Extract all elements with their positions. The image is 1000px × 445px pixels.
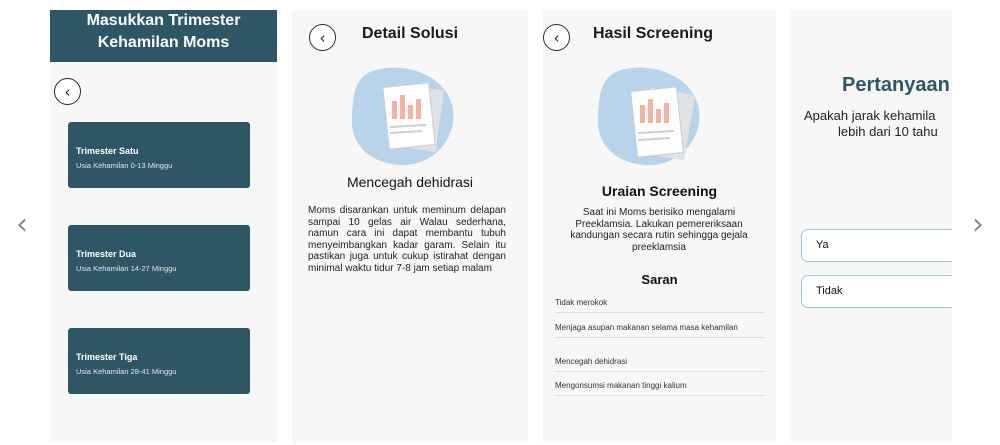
trimester-card-satu[interactable] <box>68 122 250 188</box>
screen-hasil-screening <box>543 10 776 442</box>
carousel-prev-arrow[interactable]: ‹ <box>16 207 28 242</box>
saran-heading: Saran <box>641 272 678 287</box>
solution-body: Moms disarankan untuk meminum delapan sampai 10 gelas air Walau sederhana, namun cara ini dapat membantu tubuh menyeimbangkan kadar garam. Selain itu pastikan juga untuk cukup istirahat dengan minimal waktu tidur 7-8 jam setiap malam <box>308 205 506 274</box>
screening-body: Saat ini Moms berisiko mengalami Preeklamsia. Lakukan pemereriksaan kandungan secara rutin sehingga gejala preeklamsia <box>570 207 748 253</box>
saran-item: Tidak merokok <box>555 298 765 313</box>
trimester-card-tiga[interactable] <box>68 328 250 394</box>
chevron-left-icon: ‹ <box>553 28 560 47</box>
trimester-title: Trimester Dua <box>76 249 137 259</box>
trimester-subtitle: Usia Kehamilan 0-13 Minggu <box>76 161 173 170</box>
header-title-line2: Kehamilan Moms <box>97 34 230 51</box>
document-chart-illustration <box>348 65 458 170</box>
chevron-left-icon: ‹ <box>319 28 326 47</box>
back-button[interactable] <box>309 24 336 51</box>
trimester-title: Trimester Tiga <box>76 352 138 362</box>
question-line1: Apakah jarak kehamila <box>804 108 936 123</box>
trimester-card-dua[interactable] <box>68 225 250 291</box>
chevron-left-icon: ‹ <box>64 82 71 101</box>
back-button[interactable] <box>54 78 81 105</box>
carousel-next-arrow[interactable]: › <box>972 207 984 242</box>
answer-option-tidak[interactable]: Tidak <box>801 275 952 308</box>
page-header <box>50 10 277 62</box>
trimester-subtitle: Usia Kehamilan 14-27 Minggu <box>76 264 177 273</box>
page-title: Pertanyaan <box>842 74 950 96</box>
screening-heading: Uraian Screening <box>601 183 718 199</box>
answer-option-ya[interactable]: Ya <box>801 229 952 262</box>
page-title: Hasil Screening <box>593 25 714 42</box>
header-title-line1: Masukkan Trimester <box>86 12 241 29</box>
saran-item: Mengonsumsi makanan tinggi kalium <box>555 381 765 396</box>
solution-heading: Mencegah dehidrasi <box>346 174 474 190</box>
saran-item: Menjaga asupan makanan selama masa kehamilan <box>555 323 765 338</box>
question-line2: lebih dari 10 tahu <box>838 124 938 139</box>
screen-detail-solusi <box>292 10 528 442</box>
document-chart-illustration <box>594 65 704 180</box>
screen-trimester-select <box>50 10 277 442</box>
saran-item: Mencegah dehidrasi <box>555 357 765 372</box>
screen-pertanyaan <box>790 10 952 442</box>
page-title: Detail Solusi <box>362 25 459 42</box>
trimester-subtitle: Usia Kehamilan 28-41 Minggu <box>76 367 177 376</box>
back-button[interactable] <box>543 24 570 51</box>
trimester-title: Trimester Satu <box>76 146 139 156</box>
